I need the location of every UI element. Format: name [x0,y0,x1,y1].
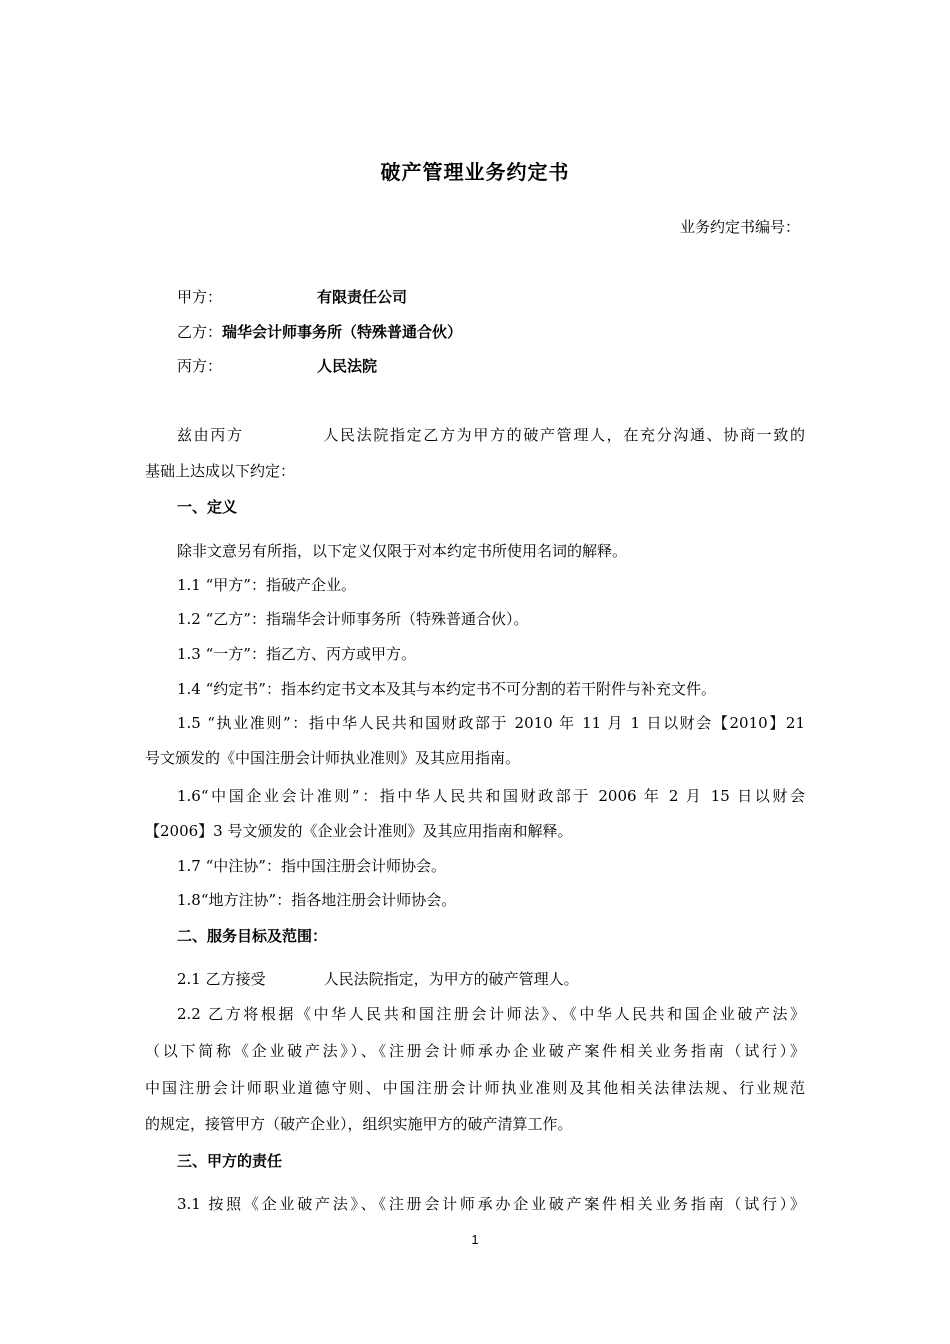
intro-prefix: 兹由丙方 [177,426,244,444]
intro-rest: 人民法院指定乙方为甲方的破产管理人，在充分沟通、协商一致的 [321,426,805,444]
party-b-label: 乙方： [177,323,223,341]
section-1-heading: 一、定义 [177,498,238,516]
item-1-3: 1.3 “一方”：指乙方、丙方或甲方。 [177,645,416,663]
party-a-name: 有限责任公司 [317,288,408,306]
party-a [177,286,805,307]
item-1-1: 1.1 “甲方”：指破产企业。 [177,576,356,594]
item-2-2-line-3: 中国注册会计师职业道德守则、中国注册会计师执业准则及其他相关法律法规、行业规范 [145,1079,805,1097]
section-3-heading: 三、甲方的责任 [177,1152,283,1170]
item-1-5-line-1: 1.5 “执业准则”：指中华人民共和国财政部于 2010 年 11 月 1 日以财会【2010】21 [177,714,805,732]
contract-number-label: 业务约定书编号： [679,218,800,236]
party-c [177,355,805,376]
item-1-8: 1.8“地方注协”：指各地注册会计师协会。 [177,891,457,909]
party-b-name: 瑞华会计师事务所（特殊普通合伙） [222,323,463,341]
party-b [177,321,805,342]
item-2-1-prefix: 2.1 乙方接受 [177,970,266,988]
intro-line-2: 基础上达成以下约定： [145,462,296,480]
party-a-label: 甲方： [177,288,223,306]
section-2-heading: 二、服务目标及范围： [177,927,328,945]
document-title: 破产管理业务约定书 [380,160,570,184]
intro-line-1 [177,424,805,445]
item-1-6-line-1: 1.6“中国企业会计准则”：指中华人民共和国财政部于 2006 年 2 月 15 日以财会 [177,787,805,805]
party-c-name: 人民法院 [317,357,378,375]
item-1-6-line-2: 【2006】3 号文颁发的《企业会计准则》及其应用指南和解释。 [145,822,573,840]
section-1-intro: 除非文意另有所指，以下定义仅限于对本约定书所使用名词的解释。 [177,542,628,560]
item-1-4: 1.4 “约定书”：指本约定书文本及其与本约定书不可分割的若干附件与补充文件。 [177,680,716,698]
item-2-2-line-1: 2.2 乙方将根据《中华人民共和国注册会计师法》、《中华人民共和国企业破产法》 [177,1005,805,1023]
item-2-2-line-2: （以下简称《企业破产法》）、《注册会计师承办企业破产案件相关业务指南（试行）》 [145,1042,805,1060]
item-3-1-line-1: 3.1 按照《企业破产法》、《注册会计师承办企业破产案件相关业务指南（试行）》 [177,1195,805,1213]
party-c-label: 丙方： [177,357,223,375]
item-2-2-line-4: 的规定，接管甲方（破产企业），组织实施甲方的破产清算工作。 [145,1115,573,1133]
item-1-5-line-2: 号文颁发的《中国注册会计师执业准则》及其应用指南。 [145,749,521,767]
item-1-2: 1.2 “乙方”：指瑞华会计师事务所（特殊普通合伙）。 [177,610,529,628]
item-1-7: 1.7 “中注协”：指中国注册会计师协会。 [177,857,446,875]
page-number: 1 [471,1232,479,1247]
item-2-1 [177,968,805,989]
item-2-1-rest: 人民法院指定，为甲方的破产管理人。 [323,970,579,988]
